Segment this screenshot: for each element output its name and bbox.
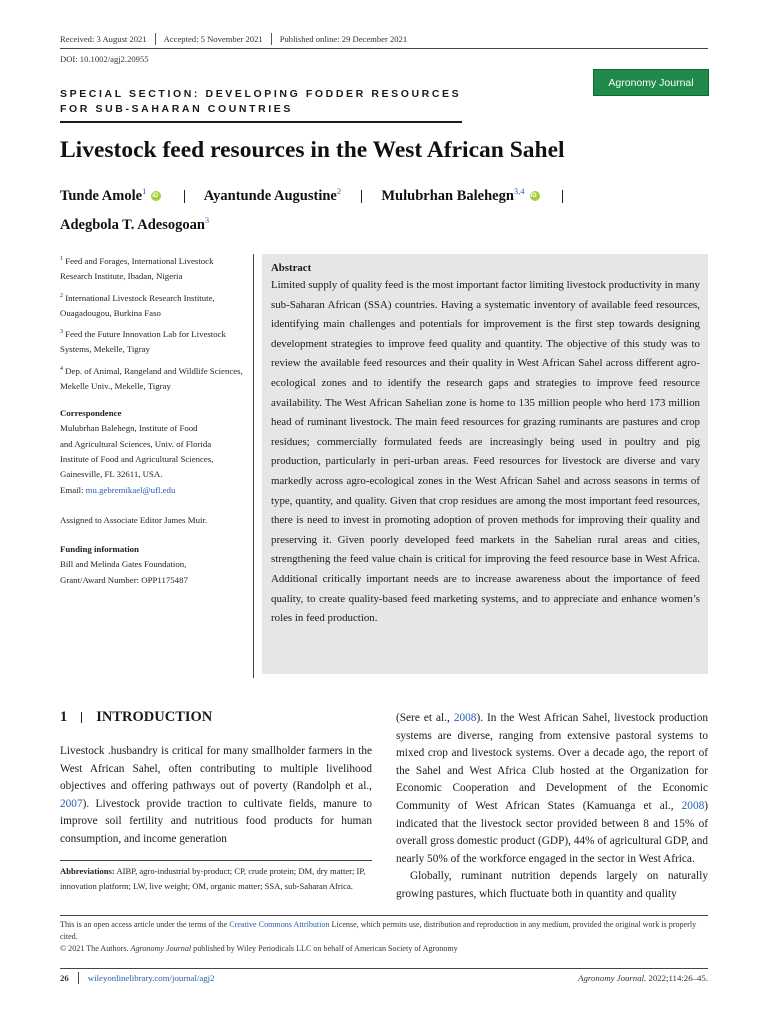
orcid-icon[interactable] [530,191,540,201]
affiliation-number: 2 [60,292,63,299]
license-text-part: This is an open access article under the terms of the [60,920,230,929]
column-divider [253,254,254,678]
affiliation [60,252,244,285]
abstract-text: Limited supply of quality feed is the most important factor limiting livestock productivity in many sub-Saharan African (SSA) countries. Having a systematic inventory of available feed resources, identifying main challenges and potentials for improvement is the first step towards designing development strategies to improve feed quality and quantity. The objective of this study was to review the available feed resources and their quality in West African Sahel across different agro-ecological zones and to identify the research gaps and strategies to improve feed resource availability. The West African Sahelian zone is home to 135 million people who herd 173 million head of ruminant livestock. The main feed resources for grazing ruminants are pastures and crop residues; commercially formulated feeds are increasingly being used in poultry and pig production, particularly in peri-urban areas. Feed resources for livestock are diverse and vary markedly across agro-ecological zones in the West African Sahel and across seasons in terms of type, quantity, and quality. Given that crop residues are among the most important feed resources, there is need to invest in promoting adoption of proven methods for improving their quality and preserving it. Given poorly developed feed markets in the Sahelian rural areas and cities, strengthening the feed value chain is critical for improving the feed resource base in West Africa. Additional critically important needs are to increase awareness about the importance of feed quality, to create quality-based feed marketing systems, and to appreciate and enhance women’s roles in feed production. [271,279,700,625]
abbreviations-text: AIBP, agro-industrial by-product; CP, crude protein; DM, dry matter; IP, innovation platform; LW, live weight; OM, organic matter; SSA, sub-Saharan Africa. [60,866,366,892]
header-rule [60,48,708,49]
section-title-line: FOR SUB-SAHARAN COUNTRIES [60,103,293,115]
citation-volume: 2022;114:26–45. [646,973,708,983]
author-name[interactable]: Ayantunde Augustine [203,187,337,204]
copyright-line [60,943,708,955]
page-number: 26 [60,973,69,983]
author-affiliation-ref[interactable]: 1 [142,186,147,196]
correspondence-line: Institute of Food and Agricultural Sciences, [60,453,214,464]
license-notice [60,919,708,954]
journal-url-link[interactable]: wileyonlinelibrary.com/journal/agj2 [87,973,215,983]
correspondence-email-line [60,483,244,498]
special-section-title [60,87,461,117]
affiliation-text: Feed the Future Innovation Lab for Livestock Systems, Mekelle, Tigray [60,328,226,355]
affiliation-number: 1 [60,256,63,262]
license-rule [60,915,708,916]
doi[interactable]: DOI: 10.1002/agj2.20955 [60,54,149,64]
affiliation [60,362,244,395]
body-text: ) indicated that the livestock sector provided between 8 and 15% of overall gross domestic product (GDP), 44% of agricultural GDP, and nearly 50% of the workforce engaged in the sector in West Africa. [396,799,708,865]
section-title-line: SPECIAL SECTION: DEVELOPING FODDER RESOURCES [60,88,462,100]
body-paragraph [396,710,708,868]
body-text: ). Livestock provide traction to cultivate fields, manure to improve soil fertility and nutritious food products for human consumption, and income generation [60,797,372,845]
published-date: Published online: 29 December 2021 [279,34,408,44]
footer-rule [60,968,708,969]
citation-link[interactable]: 2008 [681,799,705,812]
divider [78,972,79,984]
journal-citation [578,973,708,983]
divider [184,190,185,203]
abstract-heading: Abstract [271,262,312,274]
affiliation-number: 4 [60,365,63,372]
correspondence-line: and Agricultural Sciences, Univ. of Florida [60,438,212,449]
copyright-text: published by Wiley Periodicals LLC on behalf of American Society of Agronomy [191,943,458,953]
copyright-text: © 2021 The Authors. [60,943,131,953]
citation-link[interactable]: 2007 [60,797,83,810]
funding-line: Bill and Melinda Gates Foundation, [60,559,187,570]
affiliation [60,289,244,322]
email-label: Email: [60,484,86,495]
article-history [60,33,407,45]
accepted-date: Accepted: 5 November 2021 [163,34,263,44]
author-list [60,179,620,237]
body-paragraph: Globally, ruminant nutrition depends largely on naturally growing pastures, which fluctuate both in quantity and quality [396,870,708,900]
correspondence-heading: Correspondence [60,408,122,419]
section-number: 1 [60,709,68,725]
author-name[interactable]: Mulubrhan Balehegn [381,187,514,204]
affiliation-text: Feed and Forages, International Livestock Research Institute, Ibadan, Nigeria [60,255,214,282]
author-affiliation-ref[interactable]: 3 [204,214,210,225]
divider [81,712,82,723]
email-link[interactable]: mu.gebremikael@ufl.edu [85,484,176,495]
license-link[interactable]: Creative Commons Attribution [229,920,330,929]
author-affiliation-ref[interactable]: 3,4 [513,186,525,196]
correspondence-line: Mulubrhan Balehegn, Institute of Food [60,423,198,434]
divider [562,190,563,203]
left-sidebar [60,252,244,588]
body-text: ). In the West African Sahel, livestock production systems are diverse, ranging from extensive pastoral systems to mixed crop and livestock systems. Over a decade ago, the report of the Sahel and West Africa Club hosted at the Organization for Economic Cooperation and Development of the Economic Community of West African States (Kamuanga et al., [396,712,708,812]
license-text-part: License, which permits use, distribution and reproduction in any medium, provided the original work is properly cited. [60,920,697,941]
section-rule [60,121,462,123]
page-footer [60,972,708,984]
correspondence-line: Gainesville, FL 32611, USA. [60,469,163,480]
author-name[interactable]: Adegbola T. Adesogoan [60,216,205,233]
affiliation-number: 3 [60,329,63,336]
assigned-editor: Assigned to Associate Editor James Muir. [60,514,208,525]
citation-link[interactable]: 2008 [453,712,477,724]
affiliation-text: International Livestock Research Institute, Ouagadougou, Burkina Faso [60,292,215,318]
affiliation-text: Dep. of Animal, Rangeland and Wildlife Sciences, Mekelle Univ., Mekelle, Tigray [60,365,243,391]
body-text: Livestock .husbandry is critical for many smallholder farmers in the West African Sahel, often contributing to multiple livelihood objectives and offering pathways out of poverty (Randolph et al., [60,745,372,793]
article-title: Livestock feed resources in the West African Sahel [60,137,565,163]
received-date: Received: 3 August 2021 [60,34,147,44]
abbreviations [60,864,372,895]
copyright-journal: Agronomy Journal [130,943,192,953]
citation-journal: Agronomy Journal. [578,973,647,983]
author-affiliation-ref[interactable]: 2 [336,186,342,196]
intro-heading [60,709,212,726]
orcid-icon[interactable] [151,191,161,201]
license-text [60,919,708,943]
body-text: (Sere et al., [396,712,454,724]
abstract-box [262,254,708,674]
intro-paragraph-left [60,743,372,849]
abbreviations-rule [60,860,372,861]
funding-line: Grant/Award Number: OPP1175487 [60,574,188,585]
affiliation [60,325,244,358]
abbreviations-label: Abbreviations: [60,866,115,876]
journal-badge[interactable]: Agronomy Journal [593,69,709,96]
funding-heading: Funding information [60,544,139,555]
intro-paragraph-right [396,710,708,904]
section-heading: INTRODUCTION [96,709,213,725]
divider [155,33,156,45]
author-name[interactable]: Tunde Amole [60,187,143,204]
divider [271,33,272,45]
divider [361,190,362,203]
